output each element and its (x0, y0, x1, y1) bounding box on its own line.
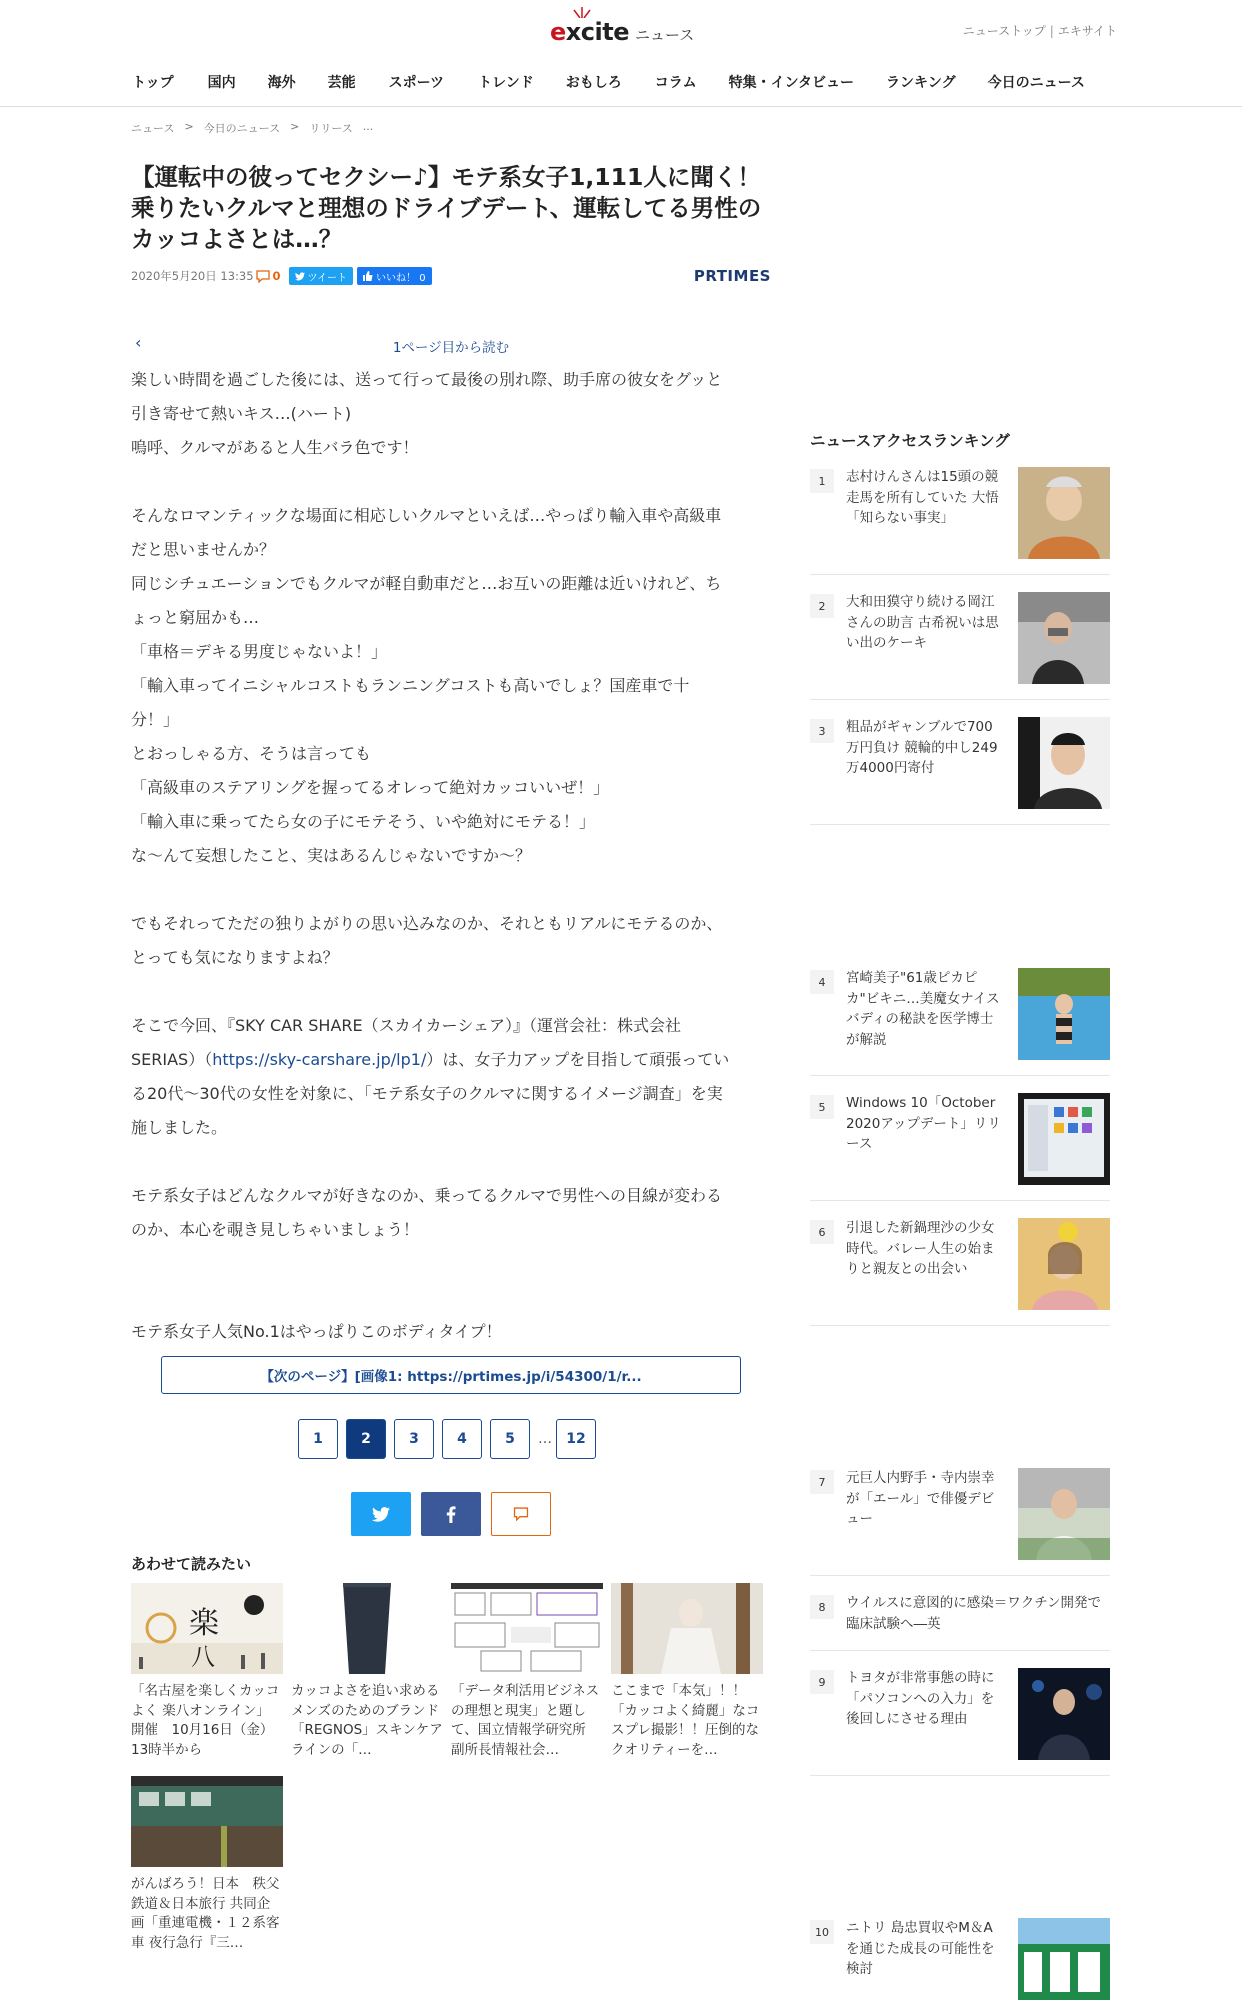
logo-spark-icon (572, 6, 592, 18)
breadcrumb-news[interactable]: ニュース (131, 122, 175, 135)
nav-funny[interactable]: おもしろ (565, 75, 622, 91)
nav-features[interactable]: 特集・インタビュー (728, 75, 855, 91)
facebook-icon (446, 1506, 456, 1523)
body-line: 「輸入車に乗ってたら女の子にモテそう、いや絶対にモテる！」 (131, 812, 596, 831)
nav-trend[interactable]: トレンド (478, 75, 534, 91)
rank-number: 9 (810, 1670, 834, 1694)
body-line: ょっと窮屈かも… (131, 608, 260, 627)
rank-number: 4 (810, 970, 834, 994)
comment-count-link[interactable] (256, 269, 281, 283)
page-ellipsis: … (538, 1431, 552, 1447)
rank-title: 引退した新鍋理沙の少女時代。バレー人生の始まりと親友との出会い (846, 1220, 995, 1277)
body-line: モテ系女子はどんなクルマが好きなのか、乗ってるクルマで男性への目線が変わる (131, 1186, 723, 1205)
body-line: 「車格＝デキる男度じゃないよ！」 (131, 642, 388, 661)
breadcrumb-release[interactable]: リリース (309, 122, 353, 135)
article-title: 【運転中の彼ってセクシー♪】モテ系女子1,111人に聞く！乗りたいクルマと理想のドライブデート、運転してる男性のカッコよさとは…？ (131, 163, 762, 253)
nav-domestic[interactable]: 国内 (207, 75, 236, 91)
rank-number: 10 (810, 1920, 834, 1944)
rank-thumbnail (1018, 467, 1110, 559)
page-link-last[interactable]: 12 (556, 1419, 596, 1459)
rank-thumbnail (1018, 968, 1110, 1060)
rank-title: ウイルスに意図的に感染＝ワクチン開発で臨床試験へ―英 (846, 1595, 1102, 1632)
article (131, 162, 771, 255)
body-line: 施しました。 (131, 1118, 228, 1137)
body-line (131, 465, 771, 499)
twitter-icon (295, 272, 305, 281)
logo-brand: excite (550, 18, 629, 46)
body-line: とっても気になりますよね？ (131, 948, 339, 967)
page-link[interactable]: 3 (394, 1419, 434, 1459)
night-train-image (131, 1776, 283, 1867)
nav-entertainment[interactable]: 芸能 (327, 75, 356, 91)
ranking-item[interactable] (810, 592, 1110, 700)
breadcrumb-ellipsis: ... (362, 120, 374, 133)
rank-number: 5 (810, 1095, 834, 1119)
body-line: 「輸入車ってイニシャルコストもランニングコストも高いでしょ？国産車で十 (131, 676, 690, 695)
body-line: でもそれってただの独りよがりの思い込みなのか、それともリアルにモテるのか、 (131, 914, 723, 933)
body-line-prefix: SERIAS）（ (131, 1050, 213, 1069)
rank-thumbnail (1018, 592, 1110, 684)
body-line (131, 1145, 771, 1179)
share-twitter-button[interactable] (351, 1492, 411, 1536)
sky-carshare-link[interactable]: https://sky-carshare.jp/lp1/ (212, 1050, 427, 1069)
breadcrumb-sep: > (184, 120, 194, 133)
body-line (131, 1247, 771, 1281)
article-meta (131, 266, 771, 286)
ranking-item[interactable] (810, 1468, 1110, 1576)
related-item[interactable] (291, 1583, 443, 1760)
rank-number: 2 (810, 594, 834, 618)
rank-title: ニトリ 島忠買収やM＆Aを通じた成長の可能性を検討 (846, 1920, 995, 1977)
breadcrumb-today[interactable]: 今日のニュース (203, 122, 281, 135)
body-line: 引き寄せて熱いキス…(ハート) (131, 404, 352, 423)
breadcrumb (131, 120, 373, 136)
first-page-link[interactable]: 1ページ目から読む (392, 340, 510, 356)
related-item[interactable] (611, 1583, 763, 1760)
rank-number: 7 (810, 1470, 834, 1494)
related-item[interactable] (131, 1776, 283, 1953)
top-links: ニューストップ | エキサイト (962, 24, 1117, 38)
rank-thumbnail (1018, 1668, 1110, 1760)
nav-sports[interactable]: スポーツ (388, 75, 445, 91)
rank-number: 3 (810, 719, 834, 743)
logo-sub: ニュース (634, 25, 695, 44)
rank-title: 粗品がギャンブルで700万円負け 競輪的中し249万4000円寄付 (846, 719, 998, 776)
related-title: あわせて読みたい (131, 1555, 252, 1573)
ranking-item[interactable] (810, 1093, 1110, 1201)
rank-thumbnail (1018, 1093, 1110, 1185)
related-caption: 「名古屋を楽しくカッコよく 楽八オンライン」開催 10月16日（金）13時半から (131, 1683, 280, 1758)
nav-column[interactable]: コラム (654, 75, 697, 91)
ranking-item[interactable] (810, 1593, 1110, 1651)
rank-title: 元巨人内野手・寺内崇幸が「エール」で俳優デビュー (846, 1470, 995, 1527)
related-item[interactable] (451, 1583, 603, 1760)
tweet-label: ツイート (307, 272, 348, 284)
ranking-item[interactable] (810, 467, 1110, 575)
body-line: とおっしゃる方、そうは言っても (131, 744, 372, 763)
link-news-top[interactable]: ニューストップ (962, 24, 1046, 38)
ranking-item[interactable] (810, 1218, 1110, 1326)
body-line: 嗚呼、クルマがあると人生バラ色です！ (131, 438, 419, 457)
related-item[interactable] (131, 1583, 283, 1760)
like-label: いいね！ 0 (376, 272, 426, 284)
rank-title: Windows 10「October 2020アップデート」リリース (846, 1095, 1001, 1152)
rank-number: 8 (810, 1595, 834, 1619)
data-business-diagram-image (451, 1583, 603, 1674)
body-line: モテ系女子人気No.1はやっぱりこのボディタイプ！ (131, 1322, 502, 1341)
related-thumbnail (291, 1583, 443, 1674)
rank-thumbnail (1018, 717, 1110, 809)
body-line: そんなロマンティックな場面に相応しいクルマといえば…やっぱり輸入車や高級車 (131, 506, 722, 525)
source-logo[interactable]: PRTIMES (693, 267, 771, 285)
body-line: る20代～30代の女性を対象に、「モテ系女子のクルマに関するイメージ調査」を実 (131, 1084, 723, 1103)
svg-text:楽: 楽 (189, 1606, 219, 1641)
page-link-current[interactable]: 2 (346, 1419, 386, 1459)
article-body (131, 363, 771, 1349)
body-line: のか、本心を覗き見しちゃいましょう！ (131, 1220, 420, 1239)
like-button[interactable] (357, 267, 432, 285)
body-line: 「高級車のステアリングを握ってるオレって絶対カッコいいぜ！」 (131, 778, 610, 797)
thumbs-up-icon (363, 271, 373, 281)
body-line-suffix: ）は、女子力アップを目指して頑張ってい (426, 1050, 730, 1069)
rank-title: 宮崎美子"61歳ピカピカ"ビキニ…美魔女ナイスバディの秘訣を医学博士が解説 (846, 970, 1000, 1048)
site-header (0, 0, 1242, 107)
comment-icon (513, 1507, 529, 1521)
twitter-icon (372, 1507, 390, 1522)
rank-thumbnail (1018, 1468, 1110, 1560)
logo-brand-text: xcite (565, 18, 629, 46)
pagination (298, 1419, 596, 1459)
rank-title: トヨタが非常事態の時に「パソコンへの入力」を後回しにさせる理由 (846, 1670, 995, 1727)
body-line: な～んて妄想したこと、実はあるんじゃないですか～？ (131, 846, 532, 865)
body-line (131, 975, 771, 1009)
svg-text:八: 八 (191, 1643, 215, 1671)
link-excite[interactable]: エキサイト (1057, 24, 1117, 38)
related-thumbnail (451, 1583, 603, 1674)
nav-top[interactable]: トップ (132, 75, 174, 91)
rank-thumbnail (1018, 1918, 1110, 2000)
comment-count: 0 (272, 269, 281, 283)
rakuhachi-image (131, 1583, 283, 1674)
body-line: だと思いませんか？ (131, 540, 276, 559)
related-caption: カッコよさを追い求めるメンズのためのブランド「REGNOS」スキンケアラインの「… (291, 1683, 443, 1758)
rank-title: 志村けんさんは15頭の競走馬を所有していた 大悟「知らない事実」 (846, 469, 999, 526)
body-line (131, 873, 771, 907)
page-link[interactable]: 4 (442, 1419, 482, 1459)
article-date: 2020年5月20日 13:35 (131, 269, 254, 283)
comment-icon (256, 270, 270, 283)
global-nav (132, 72, 1085, 92)
body-line-with-link (131, 1043, 771, 1077)
breadcrumb-sep: > (290, 120, 300, 133)
body-line: 楽しい時間を過ごした後には、送って行って最後の別れ際、助手席の彼女をグッと (131, 370, 723, 389)
rank-number: 6 (810, 1220, 834, 1244)
related-caption: 「データ利活用ビジネスの理想と現実」と題して、国立情報学研究所 副所長情報社会… (451, 1683, 600, 1758)
next-page-button[interactable]: 【次のページ】[画像1: https://prtimes.jp/i/54300/1/r... (161, 1356, 741, 1394)
related-thumbnail (131, 1583, 283, 1674)
cosplay-photo-image (611, 1583, 763, 1674)
share-buttons (351, 1492, 551, 1536)
site-logo[interactable] (550, 14, 694, 50)
related-thumbnail (131, 1776, 283, 1867)
regnos-product-image (291, 1583, 443, 1674)
pager-top (131, 333, 771, 357)
related-thumbnail (611, 1583, 763, 1674)
body-line: そこで今回、『SKY CAR SHARE（スカイカーシェア）』（運営会社：株式会社 (131, 1016, 682, 1035)
ranking-title: ニュースアクセスランキング (810, 432, 1010, 450)
prev-page-icon[interactable]: ‹ (135, 333, 142, 352)
related-caption: がんばろう！日本 秩父鉄道＆日本旅行 共同企画「重連電機・１２系客車 夜行急行『三… (131, 1876, 280, 1951)
body-line: 分！」 (131, 710, 180, 729)
nav-overseas[interactable]: 海外 (267, 75, 296, 91)
tweet-button[interactable] (289, 267, 354, 285)
ranking-item[interactable] (810, 968, 1110, 1076)
nav-ranking[interactable]: ランキング (886, 75, 956, 91)
body-line (131, 1281, 771, 1315)
rank-thumbnail (1018, 1218, 1110, 1310)
ranking-item[interactable] (810, 1918, 1110, 2000)
page-link[interactable]: 1 (298, 1419, 338, 1459)
share-comment-button[interactable] (491, 1492, 551, 1536)
rank-number: 1 (810, 469, 834, 493)
share-facebook-button[interactable] (421, 1492, 481, 1536)
nav-today[interactable]: 今日のニュース (987, 75, 1085, 91)
page-link[interactable]: 5 (490, 1419, 530, 1459)
ranking-item[interactable] (810, 1668, 1110, 1776)
body-line: 同じシチュエーションでもクルマが軽自動車だと…お互いの距離は近いけれど、ち (131, 574, 722, 593)
ranking-item[interactable] (810, 717, 1110, 825)
rank-title: 大和田獏守り続ける岡江さんの助言 古希祝いは思い出のケーキ (846, 594, 999, 651)
related-caption: ここまで「本気」！！「カッコよく綺麗」なコスプレ撮影！！圧倒的なクオリティーを… (611, 1683, 760, 1758)
